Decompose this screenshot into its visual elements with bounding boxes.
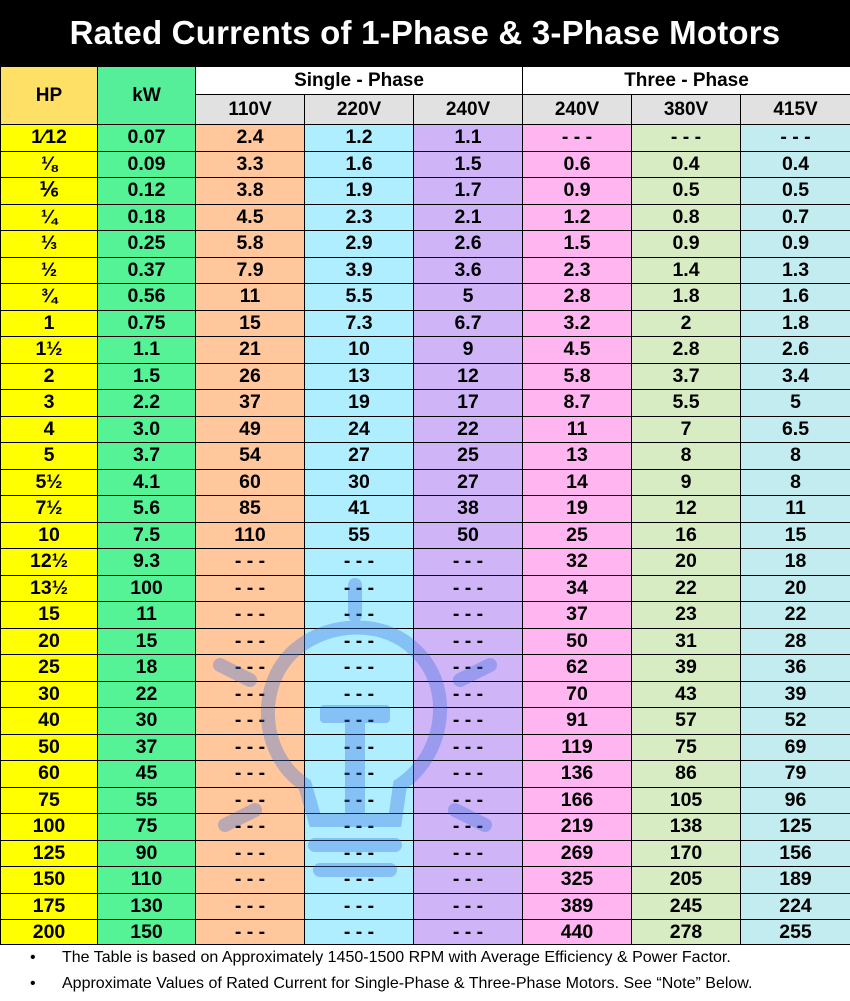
cell-three-415v: 39: [741, 681, 850, 708]
cell-single-220v: - - -: [305, 867, 414, 894]
cell-hp: 40: [1, 708, 98, 735]
cell-hp: 3: [1, 390, 98, 417]
cell-three-380v: 278: [632, 920, 741, 947]
cell-three-240v: 32: [523, 549, 632, 576]
table-row: [1, 549, 850, 576]
cell-three-240v: 119: [523, 734, 632, 761]
table-row: [1, 231, 850, 258]
cell-single-110v: - - -: [196, 867, 305, 894]
table-row: [1, 655, 850, 682]
cell-single-110v: - - -: [196, 893, 305, 920]
cell-three-415v: 125: [741, 814, 850, 841]
cell-kw: 100: [98, 575, 196, 602]
cell-single-110v: - - -: [196, 549, 305, 576]
cell-three-415v: - - -: [741, 125, 850, 152]
cell-three-240v: 0.9: [523, 178, 632, 205]
cell-single-240v: 3.6: [414, 257, 523, 284]
cell-single-110v: - - -: [196, 708, 305, 735]
cell-kw: 9.3: [98, 549, 196, 576]
cell-kw: 130: [98, 893, 196, 920]
cell-three-415v: 28: [741, 628, 850, 655]
cell-single-240v: 5: [414, 284, 523, 311]
cell-hp: 150: [1, 867, 98, 894]
cell-single-220v: - - -: [305, 840, 414, 867]
header-kw: kW: [98, 67, 196, 125]
cell-three-380v: 23: [632, 602, 741, 629]
cell-hp: 125: [1, 840, 98, 867]
cell-single-220v: - - -: [305, 655, 414, 682]
table-row: [1, 337, 850, 364]
cell-single-220v: 55: [305, 522, 414, 549]
cell-three-415v: 96: [741, 787, 850, 814]
cell-three-380v: 170: [632, 840, 741, 867]
cell-three-380v: 1.8: [632, 284, 741, 311]
cell-kw: 18: [98, 655, 196, 682]
cell-kw: 75: [98, 814, 196, 841]
cell-hp: ⅛: [1, 151, 98, 178]
cell-kw: 150: [98, 920, 196, 947]
cell-three-415v: 5: [741, 390, 850, 417]
cell-single-240v: - - -: [414, 655, 523, 682]
cell-single-110v: 4.5: [196, 204, 305, 231]
cell-single-240v: 1.1: [414, 125, 523, 152]
cell-single-110v: 3.3: [196, 151, 305, 178]
cell-single-110v: - - -: [196, 761, 305, 788]
cell-single-220v: 10: [305, 337, 414, 364]
table-row: [1, 443, 850, 470]
cell-three-380v: 39: [632, 655, 741, 682]
cell-single-240v: - - -: [414, 814, 523, 841]
cell-three-380v: 3.7: [632, 363, 741, 390]
table-row: [1, 284, 850, 311]
cell-three-240v: 14: [523, 469, 632, 496]
cell-single-220v: - - -: [305, 814, 414, 841]
cell-three-380v: 12: [632, 496, 741, 523]
cell-kw: 1.5: [98, 363, 196, 390]
cell-hp: 12½: [1, 549, 98, 576]
cell-three-240v: 269: [523, 840, 632, 867]
cell-single-220v: - - -: [305, 628, 414, 655]
cell-single-240v: - - -: [414, 920, 523, 947]
cell-three-240v: 440: [523, 920, 632, 947]
cell-single-110v: 110: [196, 522, 305, 549]
cell-three-415v: 52: [741, 708, 850, 735]
cell-single-240v: - - -: [414, 761, 523, 788]
cell-single-240v: - - -: [414, 602, 523, 629]
cell-three-240v: 3.2: [523, 310, 632, 337]
note-text: Approximate Values of Rated Current for Single-Phase & Three-Phase Motors. See “Note” Below.: [62, 975, 752, 992]
cell-three-380v: 2.8: [632, 337, 741, 364]
cell-three-240v: 136: [523, 761, 632, 788]
notes-section: [0, 944, 850, 1001]
cell-single-240v: 1.5: [414, 151, 523, 178]
cell-three-415v: 3.4: [741, 363, 850, 390]
header-single-240v: 240V: [414, 95, 523, 125]
cell-single-240v: 38: [414, 496, 523, 523]
cell-three-380v: 205: [632, 867, 741, 894]
cell-three-380v: 245: [632, 893, 741, 920]
table-row: [1, 708, 850, 735]
cell-single-220v: 41: [305, 496, 414, 523]
cell-single-220v: 3.9: [305, 257, 414, 284]
cell-single-110v: - - -: [196, 787, 305, 814]
cell-three-415v: 18: [741, 549, 850, 576]
cell-single-240v: 17: [414, 390, 523, 417]
page-title: Rated Currents of 1-Phase & 3-Phase Motors: [0, 0, 850, 66]
cell-single-110v: - - -: [196, 628, 305, 655]
cell-three-380v: 16: [632, 522, 741, 549]
cell-single-110v: 5.8: [196, 231, 305, 258]
cell-three-380v: 75: [632, 734, 741, 761]
cell-kw: 30: [98, 708, 196, 735]
cell-three-415v: 0.5: [741, 178, 850, 205]
cell-kw: 22: [98, 681, 196, 708]
cell-three-380v: 57: [632, 708, 741, 735]
cell-three-240v: 34: [523, 575, 632, 602]
cell-single-220v: 13: [305, 363, 414, 390]
cell-single-110v: 21: [196, 337, 305, 364]
cell-three-380v: - - -: [632, 125, 741, 152]
cell-three-380v: 2: [632, 310, 741, 337]
cell-three-380v: 0.4: [632, 151, 741, 178]
cell-hp: 13½: [1, 575, 98, 602]
cell-hp: ⅓: [1, 231, 98, 258]
table-row: [1, 416, 850, 443]
cell-single-220v: 1.6: [305, 151, 414, 178]
cell-single-240v: - - -: [414, 549, 523, 576]
cell-hp: 25: [1, 655, 98, 682]
cell-single-110v: 2.4: [196, 125, 305, 152]
cell-single-220v: 19: [305, 390, 414, 417]
cell-hp: 7½: [1, 496, 98, 523]
cell-single-240v: 2.6: [414, 231, 523, 258]
cell-single-110v: 54: [196, 443, 305, 470]
cell-kw: 0.18: [98, 204, 196, 231]
cell-single-220v: 27: [305, 443, 414, 470]
cell-kw: 2.2: [98, 390, 196, 417]
cell-three-240v: 0.6: [523, 151, 632, 178]
motor-current-table: [0, 66, 850, 947]
cell-kw: 0.25: [98, 231, 196, 258]
cell-three-415v: 8: [741, 469, 850, 496]
cell-hp: 4: [1, 416, 98, 443]
cell-single-240v: - - -: [414, 867, 523, 894]
cell-kw: 7.5: [98, 522, 196, 549]
cell-single-240v: 9: [414, 337, 523, 364]
cell-hp: 2: [1, 363, 98, 390]
cell-kw: 45: [98, 761, 196, 788]
cell-three-415v: 255: [741, 920, 850, 947]
cell-kw: 0.07: [98, 125, 196, 152]
cell-three-415v: 11: [741, 496, 850, 523]
header-hp: HP: [1, 67, 98, 125]
table-row: [1, 390, 850, 417]
cell-single-220v: 1.2: [305, 125, 414, 152]
cell-three-240v: 62: [523, 655, 632, 682]
cell-kw: 11: [98, 602, 196, 629]
table-row: [1, 151, 850, 178]
cell-kw: 0.56: [98, 284, 196, 311]
cell-three-415v: 0.7: [741, 204, 850, 231]
cell-three-380v: 0.9: [632, 231, 741, 258]
cell-kw: 4.1: [98, 469, 196, 496]
cell-single-110v: 49: [196, 416, 305, 443]
table-row: [1, 310, 850, 337]
cell-kw: 0.75: [98, 310, 196, 337]
cell-single-240v: - - -: [414, 840, 523, 867]
cell-single-240v: 2.1: [414, 204, 523, 231]
cell-hp: 1: [1, 310, 98, 337]
cell-hp: 5½: [1, 469, 98, 496]
cell-three-240v: 13: [523, 443, 632, 470]
cell-single-240v: 12: [414, 363, 523, 390]
table-row: [1, 893, 850, 920]
table-row: [1, 602, 850, 629]
cell-three-380v: 5.5: [632, 390, 741, 417]
cell-three-415v: 36: [741, 655, 850, 682]
table-row: [1, 681, 850, 708]
cell-three-415v: 79: [741, 761, 850, 788]
cell-single-220v: - - -: [305, 920, 414, 947]
cell-single-220v: - - -: [305, 708, 414, 735]
cell-single-240v: - - -: [414, 787, 523, 814]
cell-three-380v: 0.5: [632, 178, 741, 205]
cell-three-415v: 6.5: [741, 416, 850, 443]
cell-single-220v: - - -: [305, 893, 414, 920]
cell-hp: ½: [1, 257, 98, 284]
bullet-icon: •: [30, 945, 36, 971]
cell-three-415v: 156: [741, 840, 850, 867]
cell-single-220v: 1.9: [305, 178, 414, 205]
table-row: [1, 787, 850, 814]
cell-three-240v: 2.8: [523, 284, 632, 311]
cell-single-110v: 3.8: [196, 178, 305, 205]
cell-single-110v: 85: [196, 496, 305, 523]
cell-single-240v: - - -: [414, 893, 523, 920]
cell-single-220v: - - -: [305, 602, 414, 629]
cell-single-110v: 37: [196, 390, 305, 417]
cell-three-240v: 1.2: [523, 204, 632, 231]
table-row: [1, 178, 850, 205]
cell-single-110v: - - -: [196, 840, 305, 867]
table-row: [1, 496, 850, 523]
cell-kw: 5.6: [98, 496, 196, 523]
cell-three-380v: 86: [632, 761, 741, 788]
cell-kw: 15: [98, 628, 196, 655]
cell-kw: 0.12: [98, 178, 196, 205]
cell-kw: 55: [98, 787, 196, 814]
cell-three-240v: 166: [523, 787, 632, 814]
cell-single-240v: 27: [414, 469, 523, 496]
table-row: [1, 575, 850, 602]
table-row: [1, 814, 850, 841]
cell-single-110v: 11: [196, 284, 305, 311]
cell-single-110v: - - -: [196, 920, 305, 947]
cell-single-220v: - - -: [305, 761, 414, 788]
cell-three-380v: 22: [632, 575, 741, 602]
cell-three-240v: - - -: [523, 125, 632, 152]
cell-hp: 10: [1, 522, 98, 549]
cell-single-110v: 15: [196, 310, 305, 337]
cell-three-380v: 8: [632, 443, 741, 470]
cell-three-240v: 70: [523, 681, 632, 708]
cell-three-380v: 138: [632, 814, 741, 841]
cell-three-415v: 0.4: [741, 151, 850, 178]
cell-three-415v: 1.3: [741, 257, 850, 284]
cell-kw: 90: [98, 840, 196, 867]
cell-three-415v: 22: [741, 602, 850, 629]
cell-hp: 20: [1, 628, 98, 655]
cell-three-240v: 91: [523, 708, 632, 735]
cell-single-110v: - - -: [196, 655, 305, 682]
cell-three-380v: 7: [632, 416, 741, 443]
cell-kw: 0.37: [98, 257, 196, 284]
cell-hp: 50: [1, 734, 98, 761]
cell-three-240v: 25: [523, 522, 632, 549]
cell-three-240v: 50: [523, 628, 632, 655]
cell-hp: 100: [1, 814, 98, 841]
cell-three-415v: 8: [741, 443, 850, 470]
note-item: [0, 945, 850, 971]
table-row: [1, 125, 850, 152]
cell-hp: 1⁄12: [1, 125, 98, 152]
cell-hp: 200: [1, 920, 98, 947]
cell-three-380v: 1.4: [632, 257, 741, 284]
cell-single-110v: - - -: [196, 814, 305, 841]
table-row: [1, 363, 850, 390]
cell-three-380v: 9: [632, 469, 741, 496]
table-row: [1, 734, 850, 761]
cell-three-415v: 0.9: [741, 231, 850, 258]
table-row: [1, 628, 850, 655]
cell-hp: 60: [1, 761, 98, 788]
cell-single-220v: - - -: [305, 575, 414, 602]
cell-three-415v: 1.8: [741, 310, 850, 337]
cell-three-240v: 2.3: [523, 257, 632, 284]
cell-three-415v: 2.6: [741, 337, 850, 364]
cell-single-220v: 5.5: [305, 284, 414, 311]
cell-hp: 1½: [1, 337, 98, 364]
header-single-220v: 220V: [305, 95, 414, 125]
cell-single-220v: 24: [305, 416, 414, 443]
cell-three-415v: 15: [741, 522, 850, 549]
cell-single-110v: - - -: [196, 602, 305, 629]
cell-single-110v: 60: [196, 469, 305, 496]
cell-three-240v: 219: [523, 814, 632, 841]
cell-three-415v: 20: [741, 575, 850, 602]
cell-hp: ⅙: [1, 178, 98, 205]
header-single-phase: Single - Phase: [196, 67, 523, 95]
header-three-phase: Three - Phase: [523, 67, 850, 95]
cell-single-240v: 50: [414, 522, 523, 549]
cell-hp: 15: [1, 602, 98, 629]
cell-three-240v: 19: [523, 496, 632, 523]
cell-kw: 3.0: [98, 416, 196, 443]
table-row: [1, 257, 850, 284]
cell-single-110v: - - -: [196, 681, 305, 708]
table-row: [1, 761, 850, 788]
cell-single-240v: - - -: [414, 628, 523, 655]
cell-single-220v: - - -: [305, 734, 414, 761]
cell-single-220v: 30: [305, 469, 414, 496]
cell-three-240v: 389: [523, 893, 632, 920]
cell-three-240v: 37: [523, 602, 632, 629]
cell-single-240v: 1.7: [414, 178, 523, 205]
table-row: [1, 840, 850, 867]
table-row: [1, 867, 850, 894]
table-row: [1, 469, 850, 496]
bullet-icon: •: [30, 971, 36, 997]
cell-three-240v: 1.5: [523, 231, 632, 258]
cell-three-415v: 1.6: [741, 284, 850, 311]
note-text: The Table is based on Approximately 1450-1500 RPM with Average Efficiency & Power Factor.: [62, 949, 731, 966]
cell-single-220v: - - -: [305, 787, 414, 814]
cell-kw: 1.1: [98, 337, 196, 364]
cell-kw: 110: [98, 867, 196, 894]
cell-hp: ¾: [1, 284, 98, 311]
cell-single-240v: 22: [414, 416, 523, 443]
cell-three-240v: 5.8: [523, 363, 632, 390]
table-row: [1, 522, 850, 549]
cell-single-240v: 6.7: [414, 310, 523, 337]
cell-three-380v: 20: [632, 549, 741, 576]
note-item: [0, 971, 850, 997]
cell-single-220v: - - -: [305, 681, 414, 708]
cell-three-240v: 11: [523, 416, 632, 443]
cell-single-110v: - - -: [196, 575, 305, 602]
cell-single-220v: - - -: [305, 549, 414, 576]
cell-three-415v: 224: [741, 893, 850, 920]
cell-single-110v: - - -: [196, 734, 305, 761]
table-row: [1, 204, 850, 231]
cell-three-380v: 0.8: [632, 204, 741, 231]
cell-hp: 75: [1, 787, 98, 814]
cell-single-240v: - - -: [414, 681, 523, 708]
cell-kw: 0.09: [98, 151, 196, 178]
cell-three-380v: 105: [632, 787, 741, 814]
cell-single-240v: - - -: [414, 575, 523, 602]
header-single-110v: 110V: [196, 95, 305, 125]
cell-single-240v: - - -: [414, 734, 523, 761]
cell-three-240v: 8.7: [523, 390, 632, 417]
cell-hp: ¼: [1, 204, 98, 231]
cell-three-240v: 4.5: [523, 337, 632, 364]
cell-single-110v: 7.9: [196, 257, 305, 284]
cell-kw: 37: [98, 734, 196, 761]
header-three-240v: 240V: [523, 95, 632, 125]
cell-hp: 30: [1, 681, 98, 708]
cell-single-220v: 2.3: [305, 204, 414, 231]
cell-single-110v: 26: [196, 363, 305, 390]
header-three-415v: 415V: [741, 95, 850, 125]
header-three-380v: 380V: [632, 95, 741, 125]
cell-three-380v: 31: [632, 628, 741, 655]
cell-hp: 175: [1, 893, 98, 920]
cell-single-220v: 7.3: [305, 310, 414, 337]
table-body: [1, 125, 850, 947]
cell-single-220v: 2.9: [305, 231, 414, 258]
table-row: [1, 920, 850, 947]
cell-single-240v: 25: [414, 443, 523, 470]
cell-single-240v: - - -: [414, 708, 523, 735]
cell-hp: 5: [1, 443, 98, 470]
cell-three-415v: 69: [741, 734, 850, 761]
cell-three-415v: 189: [741, 867, 850, 894]
cell-three-380v: 43: [632, 681, 741, 708]
cell-three-240v: 325: [523, 867, 632, 894]
cell-kw: 3.7: [98, 443, 196, 470]
